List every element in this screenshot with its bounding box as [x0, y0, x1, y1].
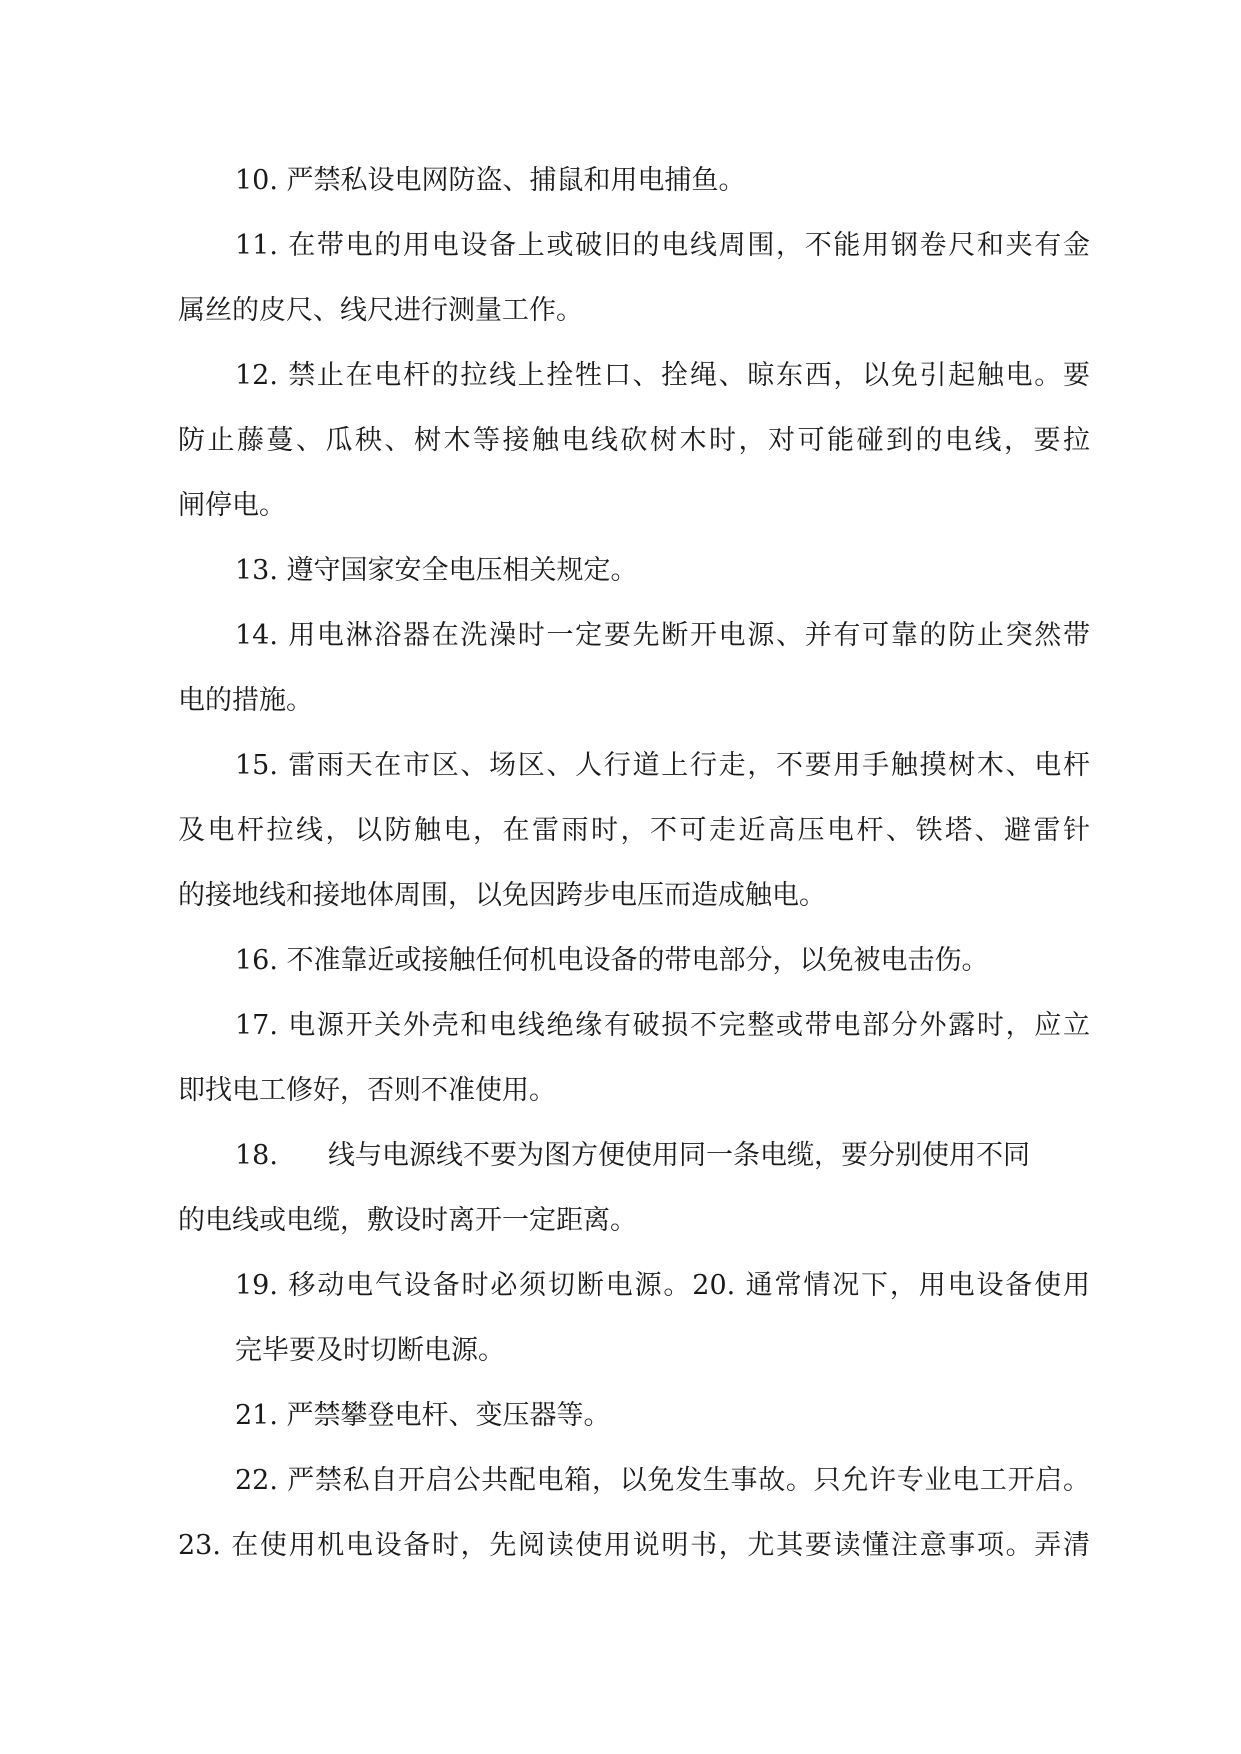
paragraph-line: 22. 严禁私自开启公共配电箱，以免发生事故。只允许专业电工开启。 — [235, 1465, 1090, 1496]
paragraph-line: 属丝的皮尺、线尺进行测量工作。 — [178, 295, 583, 326]
paragraph-line: 及电杆拉线，以防触电，在雷雨时，不可走近高压电杆、铁塔、避雷针 — [178, 815, 1090, 846]
paragraph-line: 12. 禁止在电杆的拉线上拴牲口、拴绳、晾东西，以免引起触电。要 — [235, 360, 1090, 391]
paragraph-line: 防止藤蔓、瓜秧、树木等接触电线砍树木时，对可能碰到的电线，要拉 — [178, 425, 1090, 456]
paragraph-line: 16. 不准靠近或接触任何机电设备的带电部分，以免被电击伤。 — [235, 945, 989, 976]
paragraph-line-18 — [178, 1123, 1090, 1188]
paragraph-line: 的电线或电缆，敷设时离开一定距离。 — [178, 1205, 637, 1236]
paragraph-line: 的接地线和接地体周围，以免因跨步电压而造成触电。 — [178, 880, 826, 911]
document-body — [178, 148, 1090, 1578]
paragraph-line: 即找电工修好，否则不准使用。 — [178, 1075, 556, 1106]
item-number: 18. — [235, 1140, 278, 1171]
paragraph-line: 17. 电源开关外壳和电线绝缘有破损不完整或带电部分外露时，应立 — [235, 1010, 1090, 1041]
paragraph-line: 闸停电。 — [178, 490, 286, 521]
paragraph-line: 23. 在使用机电设备时，先阅读使用说明书，尤其要读懂注意事项。弄清 — [178, 1530, 1090, 1561]
paragraph-line: 14. 用电淋浴器在洗澡时一定要先断开电源、并有可靠的防止突然带 — [235, 620, 1090, 651]
paragraph-line: 电的措施。 — [178, 685, 313, 716]
paragraph-line: 19. 移动电气设备时必须切断电源。20. 通常情况下，用电设备使用 — [235, 1270, 1090, 1301]
item-text: 线与电源线不要为图方便使用同一条电缆，要分别使用不同 — [327, 1140, 1030, 1171]
paragraph-line: 完毕要及时切断电源。 — [235, 1335, 505, 1366]
paragraph-line: 15. 雷雨天在市区、场区、人行道上行走，不要用手触摸树木、电杆 — [235, 750, 1090, 781]
paragraph-line: 21. 严禁攀登电杆、变压器等。 — [235, 1400, 611, 1431]
paragraph-line: 13. 遵守国家安全电压相关规定。 — [235, 555, 638, 586]
paragraph-line: 11. 在带电的用电设备上或破旧的电线周围，不能用钢卷尺和夹有金 — [235, 230, 1090, 261]
paragraph-line: 10. 严禁私设电网防盗、捕鼠和用电捕鱼。 — [235, 165, 746, 196]
